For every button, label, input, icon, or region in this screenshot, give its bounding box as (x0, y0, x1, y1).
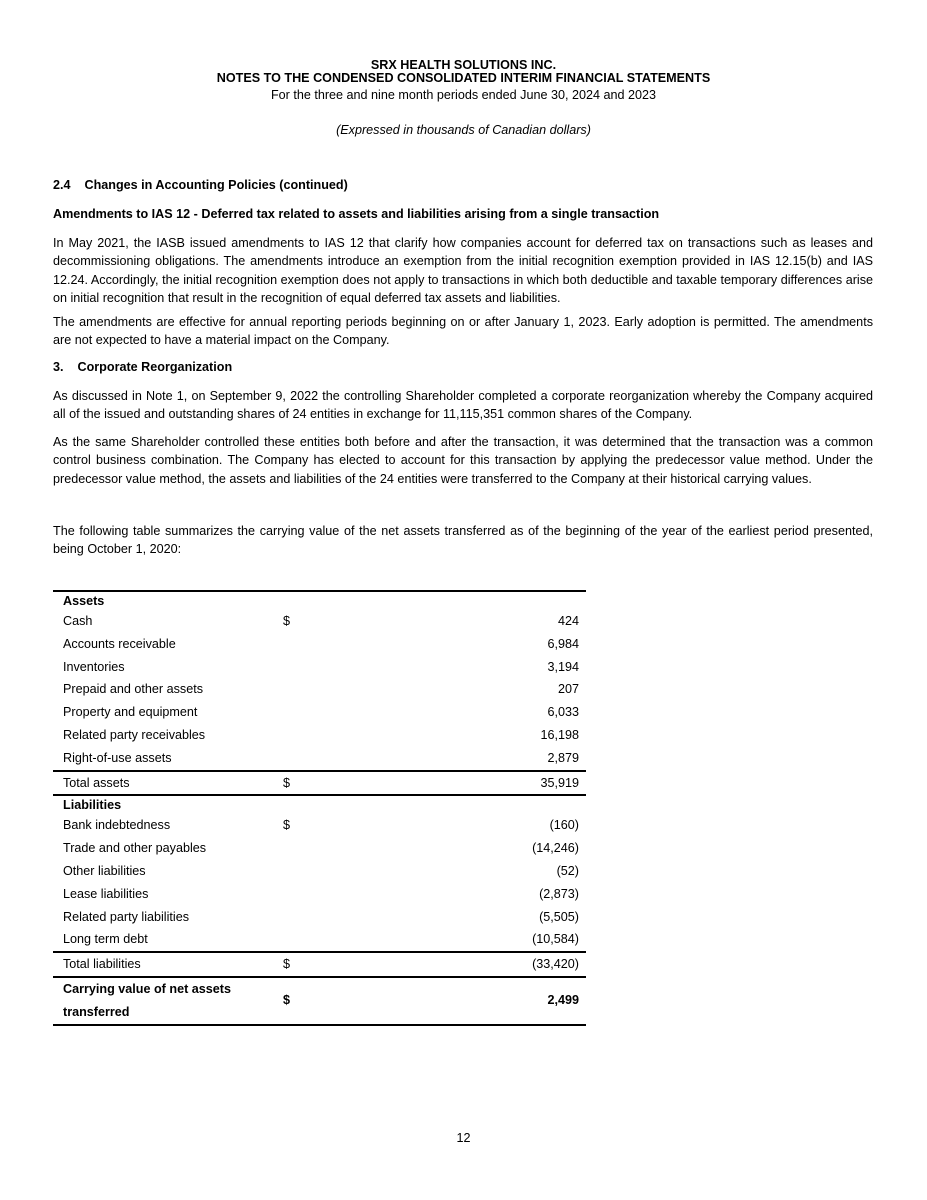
currency-symbol (283, 656, 459, 679)
currency-symbol (283, 860, 459, 883)
section-label: Liabilities (53, 795, 586, 814)
document-title: NOTES TO THE CONDENSED CONSOLIDATED INTERIM FINANCIAL STATEMENTS (216, 71, 711, 85)
row-value: (52) (556, 863, 579, 878)
currency-symbol: $ (283, 614, 291, 628)
table-row (53, 860, 586, 883)
currency-symbol (283, 633, 459, 656)
row-label: Related party receivables (63, 727, 206, 742)
paragraph: In May 2021, the IASB issued amendments to IAS 12 that clarify how companies account for deferred tax on transactions such as leases and decommissioning obligations. The amendments introduce an exemption from the initial recognition exemption provided in IAS 12.15(b) and IAS 12.24. Accordingly, the initial recognition exemption does not apply to transactions in which both deductible and taxable temporary differences arise on initial recognition that result in the recognition of equal deferred tax assets and liabilities. (53, 236, 873, 305)
table-row (53, 977, 586, 1025)
row-value: 2,499 (459, 977, 586, 1025)
row-value: (160) (549, 818, 579, 833)
currency-symbol (283, 678, 459, 701)
row-value: 16,198 (540, 727, 579, 742)
row-value: 6,984 (547, 636, 579, 651)
table-row (53, 928, 586, 952)
table-row (53, 883, 586, 906)
row-label: Other liabilities (63, 863, 146, 878)
table-row (53, 814, 586, 837)
currency-symbol: $ (283, 818, 291, 833)
row-value: (2,873) (539, 886, 579, 901)
table-row (53, 633, 586, 656)
row-label: Lease liabilities (63, 886, 149, 901)
currency-symbol (283, 883, 459, 906)
row-label: Right-of-use assets (63, 750, 172, 765)
row-value: 3,194 (547, 659, 579, 674)
currency-symbol (283, 747, 459, 771)
currency-symbol (283, 724, 459, 747)
row-value: (10,584) (532, 932, 579, 947)
currency-symbol: $ (283, 952, 459, 977)
row-label: Total assets (53, 771, 283, 796)
table-section-heading (53, 795, 586, 814)
row-label: Prepaid and other assets (63, 682, 204, 697)
section-label: Assets (53, 591, 586, 610)
table-row (53, 771, 586, 796)
net-assets-table (53, 590, 586, 1026)
table-row (53, 678, 586, 701)
row-label: Related party liabilities (63, 909, 189, 924)
table-row (53, 724, 586, 747)
table-section-heading (53, 591, 586, 610)
row-label: Bank indebtedness (63, 818, 171, 833)
paragraph: As discussed in Note 1, on September 9, 2022 the controlling Shareholder completed a corporate reorganization whereby the Company acquired all of the issued and outstanding shares of 24 entities in exchange for 11,115,351 common shares of the Company. (53, 389, 873, 422)
row-label: Carrying value of net assets transferred (53, 977, 283, 1025)
row-value: (5,505) (539, 909, 579, 924)
currency-symbol (283, 701, 459, 724)
row-label: Property and equipment (63, 705, 198, 720)
row-value: 6,033 (547, 705, 579, 720)
currency-symbol: $ (283, 771, 459, 796)
row-value: 2,879 (547, 750, 579, 765)
row-label: Inventories (63, 659, 125, 674)
company-name: SRX HEALTH SOLUTIONS INC. (370, 58, 557, 72)
subsection-heading: Amendments to IAS 12 - Deferred tax related to assets and liabilities arising from a single transaction (53, 207, 660, 221)
table-row (53, 656, 586, 679)
row-label: Accounts receivable (63, 636, 176, 651)
row-value: (33,420) (459, 952, 586, 977)
section-heading: 2.4 Changes in Accounting Policies (continued) (53, 178, 348, 192)
row-label: Long term debt (63, 932, 148, 947)
row-value: 35,919 (459, 771, 586, 796)
row-label: Trade and other payables (63, 841, 207, 856)
row-label: Total liabilities (53, 952, 283, 977)
currency-note: (Expressed in thousands of Canadian dollars) (336, 123, 591, 137)
section-heading: 3. Corporate Reorganization (53, 360, 233, 374)
paragraph: The amendments are effective for annual reporting periods beginning on or after January 1, 2023. Early adoption is permitted. The amendments are not expected to have a material impact on the Company. (53, 315, 873, 348)
paragraph: The following table summarizes the carrying value of the net assets transferred as of the beginning of the year of the earliest period presented, being October 1, 2020: (53, 524, 873, 557)
paragraph: As the same Shareholder controlled these entities both before and after the transaction, it was determined that the transaction was a common control business combination. The Company has elected to account for this transaction by applying the predecessor value method. Under the predecessor value method, the assets and liabilities of the 24 entities were transferred to the Company at their historical carrying values. (53, 435, 873, 486)
table-row (53, 906, 586, 929)
currency-symbol: $ (283, 977, 459, 1025)
currency-symbol (283, 928, 459, 952)
row-value: 207 (557, 682, 579, 697)
row-value: (14,246) (532, 841, 579, 856)
table-row (53, 837, 586, 860)
row-label: Cash (63, 614, 93, 628)
row-value: 424 (557, 614, 579, 628)
table-row (53, 747, 586, 771)
table-row (53, 701, 586, 724)
table-row (53, 610, 586, 633)
page-number: 12 (456, 1131, 471, 1145)
currency-symbol (283, 906, 459, 929)
period-subtitle: For the three and nine month periods ended June 30, 2024 and 2023 (270, 88, 657, 102)
currency-symbol (283, 837, 459, 860)
table-row (53, 952, 586, 977)
